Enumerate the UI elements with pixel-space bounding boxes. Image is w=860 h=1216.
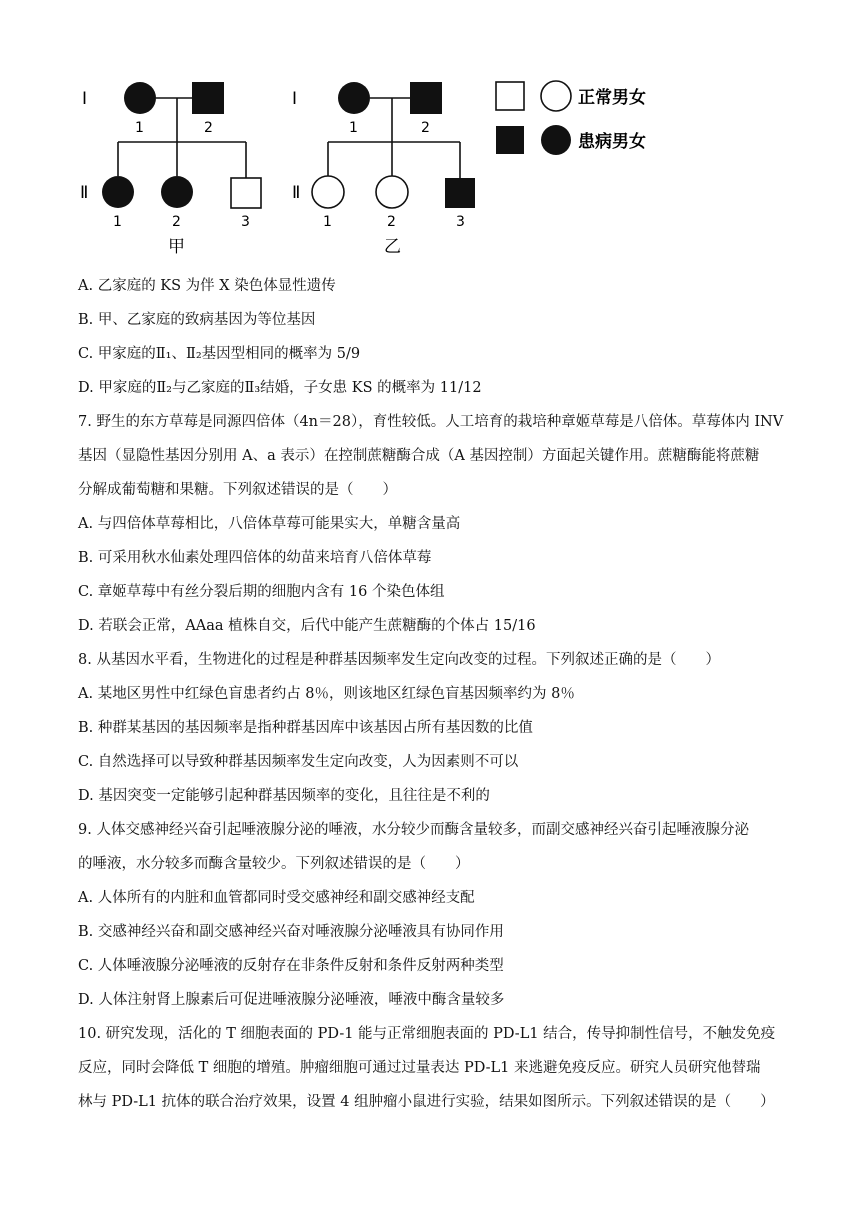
legend-normal-label: 正常男女 — [578, 88, 646, 108]
option-8A: A. 某地区男性中红绿色盲患者约占 8％，则该地区红绿色盲基因频率约为 8％ — [78, 686, 575, 702]
question-10-line-1: 10. 研究发现，活化的 T 细胞表面的 PD-1 能与正常细胞表面的 PD-L1 结合，传导抑制性信号，不触发免疫 — [78, 1026, 776, 1042]
pedigree-yi — [292, 82, 475, 257]
option-9A: A. 人体所有的内脏和血管都同时受交感神经和副交感神经支配 — [78, 890, 475, 906]
jia-II1-number: 1 — [113, 214, 122, 230]
question-8-stem: 8. 从基因水平看，生物进化的过程是种群基因频率发生定向改变的过程。下列叙述正确的是（ ） — [78, 652, 720, 668]
yi-II2-number: 2 — [387, 214, 396, 230]
yi-gen-I-label: I — [292, 89, 298, 109]
jia-II3-number: 3 — [241, 214, 250, 230]
jia-I1-number: 1 — [135, 120, 144, 136]
jia-caption: 甲 — [168, 237, 185, 257]
jia-I1-affected-female — [124, 82, 156, 114]
legend-normal-male-icon — [496, 82, 524, 110]
option-9D: D. 人体注射肾上腺素后可促进唾液腺分泌唾液，唾液中酶含量较多 — [78, 992, 505, 1008]
pedigree-legend — [496, 81, 646, 155]
option-7C: C. 章姬草莓中有丝分裂后期的细胞内含有 16 个染色体组 — [78, 584, 445, 600]
pedigree-svg — [70, 62, 690, 262]
option-8B: B. 种群某基因的基因频率是指种群基因库中该基因占所有基因数的比值 — [78, 720, 533, 736]
yi-I2-number: 2 — [421, 120, 430, 136]
yi-I1-number: 1 — [349, 120, 358, 136]
yi-I1-affected-female — [338, 82, 370, 114]
jia-I2-affected-male — [192, 82, 224, 114]
jia-I2-number: 2 — [204, 120, 213, 136]
option-7A: A. 与四倍体草莓相比，八倍体草莓可能果实大，单糖含量高 — [78, 516, 461, 532]
option-6A: A. 乙家庭的 KS 为伴 X 染色体显性遗传 — [78, 278, 336, 294]
yi-caption: 乙 — [384, 237, 401, 257]
yi-gen-II-label: Ⅱ — [292, 183, 301, 203]
option-6B: B. 甲、乙家庭的致病基因为等位基因 — [78, 312, 316, 328]
option-8D: D. 基因突变一定能够引起种群基因频率的变化，且往往是不利的 — [78, 788, 490, 804]
jia-gen-I-label: I — [82, 89, 88, 109]
jia-gen-II-label: Ⅱ — [80, 183, 89, 203]
jia-II3-normal-male — [231, 178, 261, 208]
yi-II3-number: 3 — [456, 214, 465, 230]
option-7B: B. 可采用秋水仙素处理四倍体的幼苗来培育八倍体草莓 — [78, 550, 432, 566]
yi-II1-normal-female — [312, 176, 344, 208]
jia-II2-number: 2 — [172, 214, 181, 230]
pedigree-jia — [80, 82, 261, 257]
question-9-line-1: 9. 人体交感神经兴奋引起唾液腺分泌的唾液，水分较少而酶含量较多，而副交感神经兴奋引起唾液腺分泌 — [78, 822, 749, 838]
option-8C: C. 自然选择可以导致种群基因频率发生定向改变，人为因素则不可以 — [78, 754, 519, 770]
yi-II2-normal-female — [376, 176, 408, 208]
question-7-line-2: 基因（显隐性基因分别用 A、a 表示）在控制蔗糖酶合成（A 基因控制）方面起关键作用。蔗糖酶能将蔗糖 — [78, 448, 760, 464]
question-7-line-1: 7. 野生的东方草莓是同源四倍体（4n＝28），育性较低。人工培育的栽培种章姬草莓是八倍体。草莓体内 INV — [78, 414, 784, 430]
question-9-line-2: 的唾液，水分较多而酶含量较少。下列叙述错误的是（ ） — [78, 856, 470, 872]
legend-affected-label: 患病男女 — [578, 132, 646, 152]
jia-II2-affected-female — [161, 176, 193, 208]
legend-affected-male-icon — [496, 126, 524, 154]
pedigree-figure — [70, 62, 690, 262]
option-7D: D. 若联会正常，AAaa 植株自交，后代中能产生蔗糖酶的个体占 15/16 — [78, 618, 536, 634]
question-7-line-3: 分解成葡萄糖和果糖。下列叙述错误的是（ ） — [78, 482, 397, 498]
option-6D: D. 甲家庭的Ⅱ₂与乙家庭的Ⅱ₃结婚，子女患 KS 的概率为 11/12 — [78, 380, 482, 396]
option-9B: B. 交感神经兴奋和副交感神经兴奋对唾液腺分泌唾液具有协同作用 — [78, 924, 504, 940]
jia-II1-affected-female — [102, 176, 134, 208]
option-6C: C. 甲家庭的Ⅱ₁、Ⅱ₂基因型相同的概率为 5/9 — [78, 346, 361, 362]
question-10-line-2: 反应，同时会降低 T 细胞的增殖。肿瘤细胞可通过过量表达 PD-L1 来逃避免疫反应。研究人员研究他替瑞 — [78, 1060, 761, 1076]
yi-I2-affected-male — [410, 82, 442, 114]
yi-II3-affected-male — [445, 178, 475, 208]
legend-affected-female-icon — [541, 125, 571, 155]
yi-II1-number: 1 — [323, 214, 332, 230]
question-10-line-3: 林与 PD-L1 抗体的联合治疗效果，设置 4 组肿瘤小鼠进行实验，结果如图所示。下列叙述错误的是（ ） — [78, 1094, 775, 1110]
legend-normal-female-icon — [541, 81, 571, 111]
option-9C: C. 人体唾液腺分泌唾液的反射存在非条件反射和条件反射两种类型 — [78, 958, 504, 974]
